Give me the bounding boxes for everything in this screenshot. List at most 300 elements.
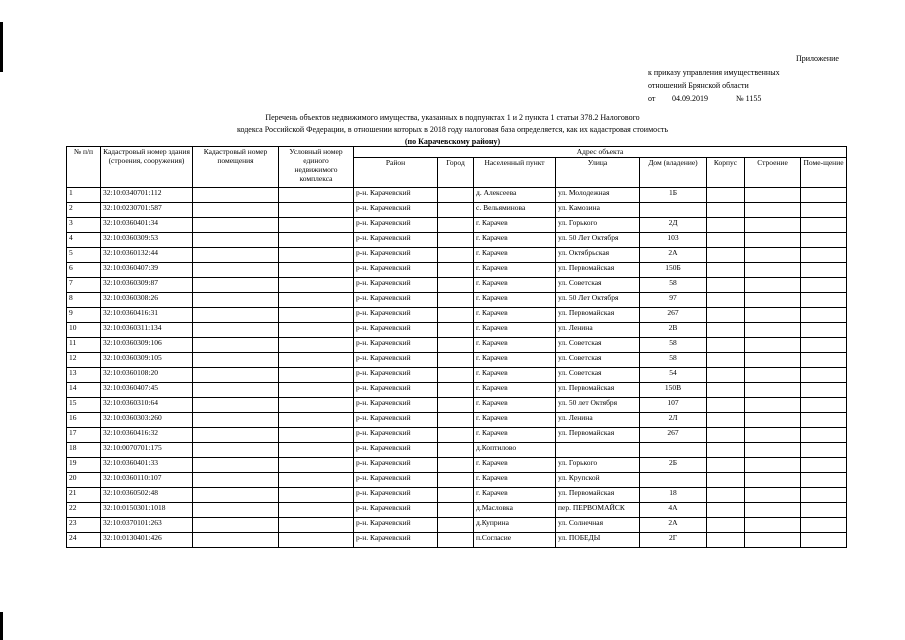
cell-empty — [745, 308, 801, 323]
cell-street: ул. Солнечная — [556, 518, 640, 533]
cell-empty — [193, 383, 279, 398]
cell-settlement: д. Алексеева — [474, 188, 556, 203]
table-row — [67, 518, 847, 533]
cell-cad: 32:10:0360407:39 — [101, 263, 193, 278]
cell-street: ул. Ленина — [556, 323, 640, 338]
cell-cad: 32:10:0360502:48 — [101, 488, 193, 503]
cell-empty — [707, 428, 745, 443]
cell-empty — [801, 308, 847, 323]
cell-street: ул. Камозина — [556, 203, 640, 218]
cell-cad: 32:10:0360110:107 — [101, 473, 193, 488]
header-building: Строение — [745, 158, 801, 188]
scan-edge-mark — [0, 22, 3, 72]
cell-district: р-н. Карачевский — [354, 248, 438, 263]
cell-cad: 32:10:0340701:112 — [101, 188, 193, 203]
header-settlement: Населенный пункт — [474, 158, 556, 188]
cell-empty — [279, 338, 354, 353]
cell-cad: 32:10:0360310:64 — [101, 398, 193, 413]
cell-empty — [801, 503, 847, 518]
cell-empty — [707, 533, 745, 548]
cell-empty — [745, 263, 801, 278]
cell-empty — [707, 278, 745, 293]
doc-title-line-1: Перечень объектов недвижимого имущества, указанных в подпунктах 1 и 2 пункта 1 статьи 378.2 Налогового — [265, 113, 640, 122]
cell-house: 4А — [640, 503, 707, 518]
cell-settlement: г. Карачев — [474, 383, 556, 398]
cell-empty — [707, 488, 745, 503]
table-row — [67, 488, 847, 503]
cell-empty — [801, 323, 847, 338]
cell-empty — [745, 413, 801, 428]
appendix-line-1: к приказу управления имущественных — [648, 68, 780, 77]
cell-city — [438, 323, 474, 338]
cell-empty — [193, 533, 279, 548]
cell-empty — [745, 473, 801, 488]
cell-settlement: г. Карачев — [474, 428, 556, 443]
order-date: 04.09.2019 — [672, 94, 708, 103]
header-street: Улица — [556, 158, 640, 188]
cell-district: р-н. Карачевский — [354, 293, 438, 308]
cell-house: 267 — [640, 308, 707, 323]
cell-settlement: г. Карачев — [474, 353, 556, 368]
cell-empty — [801, 413, 847, 428]
cell-n: 5 — [67, 248, 101, 263]
cell-empty — [801, 488, 847, 503]
header-korpus: Корпус — [707, 158, 745, 188]
cell-cad: 32:10:0360132:44 — [101, 248, 193, 263]
cell-empty — [193, 323, 279, 338]
cell-empty — [801, 533, 847, 548]
cell-house: 150Б — [640, 263, 707, 278]
cell-cad: 32:10:0360416:32 — [101, 428, 193, 443]
cell-house: 54 — [640, 368, 707, 383]
cell-city — [438, 488, 474, 503]
table-row — [67, 293, 847, 308]
cell-empty — [745, 278, 801, 293]
cell-empty — [801, 458, 847, 473]
cell-empty — [707, 203, 745, 218]
property-table — [66, 146, 847, 548]
cell-street: ул. Советская — [556, 353, 640, 368]
cell-empty — [279, 248, 354, 263]
cell-empty — [707, 518, 745, 533]
cell-empty — [193, 443, 279, 458]
cell-n: 3 — [67, 218, 101, 233]
cell-empty — [707, 503, 745, 518]
cell-empty — [279, 353, 354, 368]
cell-empty — [193, 233, 279, 248]
cell-district: р-н. Карачевский — [354, 413, 438, 428]
cell-street: ул. 50 лет Октября — [556, 398, 640, 413]
cell-house — [640, 443, 707, 458]
table-row — [67, 308, 847, 323]
header-num: № п/п — [67, 147, 101, 188]
cell-house: 2В — [640, 323, 707, 338]
cell-street: ул. Горького — [556, 458, 640, 473]
date-prefix: от — [648, 94, 656, 103]
cell-cad: 32:10:0360309:53 — [101, 233, 193, 248]
cell-district: р-н. Карачевский — [354, 428, 438, 443]
cell-settlement: г. Карачев — [474, 473, 556, 488]
cell-cad: 32:10:0150301:1018 — [101, 503, 193, 518]
cell-empty — [707, 413, 745, 428]
cell-empty — [193, 293, 279, 308]
cell-cad: 32:10:0360309:87 — [101, 278, 193, 293]
cell-empty — [193, 488, 279, 503]
cell-empty — [745, 398, 801, 413]
cell-empty — [193, 278, 279, 293]
cell-house: 2Л — [640, 413, 707, 428]
cell-house: 2Д — [640, 218, 707, 233]
cell-empty — [193, 338, 279, 353]
cell-empty — [745, 188, 801, 203]
cell-empty — [279, 473, 354, 488]
cell-empty — [279, 443, 354, 458]
cell-house: 18 — [640, 488, 707, 503]
cell-cad: 32:10:0360407:45 — [101, 383, 193, 398]
cell-empty — [279, 503, 354, 518]
cell-street: ул. Первомайская — [556, 488, 640, 503]
cell-n: 15 — [67, 398, 101, 413]
cell-district: р-н. Карачевский — [354, 458, 438, 473]
cell-settlement: с. Вельяминова — [474, 203, 556, 218]
table-row — [67, 428, 847, 443]
cell-cad: 32:10:0360401:34 — [101, 218, 193, 233]
cell-empty — [279, 278, 354, 293]
cell-empty — [707, 473, 745, 488]
cell-n: 9 — [67, 308, 101, 323]
cell-n: 1 — [67, 188, 101, 203]
cell-n: 11 — [67, 338, 101, 353]
cell-house: 58 — [640, 353, 707, 368]
cell-empty — [279, 368, 354, 383]
cell-street: ул. 50 Лет Октября — [556, 293, 640, 308]
cell-cad: 32:10:0360108:20 — [101, 368, 193, 383]
header-house: Дом (владение) — [640, 158, 707, 188]
cell-cad: 32:10:0130401:426 — [101, 533, 193, 548]
cell-empty — [801, 278, 847, 293]
cell-street: ул. Ленина — [556, 413, 640, 428]
cell-street — [556, 443, 640, 458]
cell-empty — [707, 338, 745, 353]
cell-n: 14 — [67, 383, 101, 398]
cell-empty — [279, 323, 354, 338]
scan-edge-mark — [0, 612, 3, 640]
cell-city — [438, 443, 474, 458]
cell-city — [438, 263, 474, 278]
cell-n: 17 — [67, 428, 101, 443]
cell-city — [438, 533, 474, 548]
header-conditional: Условный номер единого недвижимого комплекса — [279, 147, 354, 188]
cell-house: 150В — [640, 383, 707, 398]
cell-n: 19 — [67, 458, 101, 473]
table-row — [67, 443, 847, 458]
cell-n: 24 — [67, 533, 101, 548]
cell-street: ул. Первомайская — [556, 428, 640, 443]
cell-empty — [279, 233, 354, 248]
cell-empty — [707, 323, 745, 338]
cell-city — [438, 398, 474, 413]
appendix-title: Приложение — [796, 54, 839, 63]
cell-empty — [801, 293, 847, 308]
cell-empty — [707, 458, 745, 473]
cell-district: р-н. Карачевский — [354, 533, 438, 548]
cell-district: р-н. Карачевский — [354, 308, 438, 323]
cell-street: ул. Советская — [556, 278, 640, 293]
cell-settlement: п.Согласие — [474, 533, 556, 548]
table-row — [67, 353, 847, 368]
cell-n: 23 — [67, 518, 101, 533]
cell-street: ул. Советская — [556, 368, 640, 383]
cell-district: р-н. Карачевский — [354, 278, 438, 293]
cell-n: 2 — [67, 203, 101, 218]
cell-n: 22 — [67, 503, 101, 518]
cell-district: р-н. Карачевский — [354, 203, 438, 218]
cell-empty — [745, 428, 801, 443]
cell-empty — [745, 533, 801, 548]
cell-street: ул. Октябрьская — [556, 248, 640, 263]
cell-district: р-н. Карачевский — [354, 188, 438, 203]
cell-settlement: г. Карачев — [474, 248, 556, 263]
cell-city — [438, 383, 474, 398]
cell-empty — [801, 248, 847, 263]
header-city: Город — [438, 158, 474, 188]
cell-city — [438, 308, 474, 323]
table-row — [67, 503, 847, 518]
cell-city — [438, 203, 474, 218]
cell-cad: 32:10:0370101:263 — [101, 518, 193, 533]
cell-house: 2Г — [640, 533, 707, 548]
cell-empty — [193, 353, 279, 368]
cell-empty — [745, 503, 801, 518]
cell-district: р-н. Карачевский — [354, 473, 438, 488]
cell-empty — [193, 473, 279, 488]
cell-street: ул. Молодежная — [556, 188, 640, 203]
cell-street: ул. Горького — [556, 218, 640, 233]
cell-city — [438, 218, 474, 233]
cell-empty — [707, 218, 745, 233]
cell-empty — [745, 488, 801, 503]
cell-empty — [801, 473, 847, 488]
cell-settlement: г. Карачев — [474, 488, 556, 503]
header-district: Район — [354, 158, 438, 188]
cell-settlement: д.Масловка — [474, 503, 556, 518]
cell-empty — [279, 398, 354, 413]
table-row — [67, 248, 847, 263]
table-row — [67, 203, 847, 218]
cell-n: 20 — [67, 473, 101, 488]
cell-settlement: г. Карачев — [474, 293, 556, 308]
table-row — [67, 233, 847, 248]
cell-city — [438, 428, 474, 443]
cell-empty — [745, 353, 801, 368]
cell-empty — [801, 383, 847, 398]
cell-empty — [193, 503, 279, 518]
cell-district: р-н. Карачевский — [354, 263, 438, 278]
cell-empty — [801, 233, 847, 248]
cell-empty — [745, 518, 801, 533]
cell-empty — [193, 518, 279, 533]
cell-n: 7 — [67, 278, 101, 293]
table-row — [67, 338, 847, 353]
cell-empty — [279, 263, 354, 278]
cell-n: 13 — [67, 368, 101, 383]
cell-empty — [193, 458, 279, 473]
cell-house: 103 — [640, 233, 707, 248]
header-cad-room: Кадастровый номер помещения — [193, 147, 279, 188]
cell-empty — [745, 443, 801, 458]
cell-district: р-н. Карачевский — [354, 443, 438, 458]
cell-empty — [193, 203, 279, 218]
header-cad-building: Кадастровый номер здания (строения, сооружения) — [101, 147, 193, 188]
cell-empty — [279, 488, 354, 503]
cell-district: р-н. Карачевский — [354, 398, 438, 413]
cell-empty — [279, 518, 354, 533]
table-row — [67, 383, 847, 398]
table-row — [67, 188, 847, 203]
table-row — [67, 218, 847, 233]
cell-house: 58 — [640, 278, 707, 293]
cell-house: 267 — [640, 428, 707, 443]
cell-street: ул. ПОБЕДЫ — [556, 533, 640, 548]
cell-empty — [745, 323, 801, 338]
cell-city — [438, 368, 474, 383]
cell-empty — [193, 218, 279, 233]
cell-n: 4 — [67, 233, 101, 248]
cell-house: 97 — [640, 293, 707, 308]
doc-title-line-3: (по Карачевскому району) — [404, 137, 501, 146]
cell-district: р-н. Карачевский — [354, 488, 438, 503]
cell-empty — [801, 398, 847, 413]
cell-n: 10 — [67, 323, 101, 338]
cell-settlement: г. Карачев — [474, 308, 556, 323]
cell-street: ул. Советская — [556, 338, 640, 353]
cell-cad: 32:10:0360401:33 — [101, 458, 193, 473]
cell-empty — [745, 218, 801, 233]
cell-empty — [193, 368, 279, 383]
table-row — [67, 398, 847, 413]
cell-settlement: г. Карачев — [474, 458, 556, 473]
cell-cad: 32:10:0070701:175 — [101, 443, 193, 458]
cell-empty — [745, 383, 801, 398]
cell-settlement: г. Карачев — [474, 233, 556, 248]
cell-empty — [801, 218, 847, 233]
cell-empty — [193, 248, 279, 263]
cell-street: ул. Крупской — [556, 473, 640, 488]
cell-empty — [801, 518, 847, 533]
cell-empty — [801, 338, 847, 353]
cell-street: ул. Первомайская — [556, 308, 640, 323]
table-row — [67, 413, 847, 428]
cell-empty — [707, 188, 745, 203]
cell-district: р-н. Карачевский — [354, 383, 438, 398]
cell-empty — [193, 263, 279, 278]
cell-city — [438, 503, 474, 518]
cell-cad: 32:10:0360416:31 — [101, 308, 193, 323]
cell-n: 16 — [67, 413, 101, 428]
cell-n: 18 — [67, 443, 101, 458]
cell-cad: 32:10:0360309:106 — [101, 338, 193, 353]
doc-title-line-2: кодекса Российской Федерации, в отношении которых в 2018 году налоговая база определяется, как их кадастровая стоимость — [236, 125, 669, 134]
cell-empty — [193, 428, 279, 443]
cell-district: р-н. Карачевский — [354, 518, 438, 533]
cell-house: 2А — [640, 518, 707, 533]
cell-city — [438, 518, 474, 533]
cell-house — [640, 203, 707, 218]
cell-empty — [745, 458, 801, 473]
cell-empty — [745, 368, 801, 383]
cell-empty — [801, 188, 847, 203]
cell-settlement: г. Карачев — [474, 338, 556, 353]
cell-empty — [279, 203, 354, 218]
cell-n: 12 — [67, 353, 101, 368]
cell-district: р-н. Карачевский — [354, 338, 438, 353]
cell-settlement: д.Куприна — [474, 518, 556, 533]
table-row — [67, 323, 847, 338]
cell-empty — [279, 458, 354, 473]
cell-cad: 32:10:0360303:260 — [101, 413, 193, 428]
cell-empty — [707, 233, 745, 248]
cell-empty — [707, 248, 745, 263]
cell-street: пер. ПЕРВОМАЙСК — [556, 503, 640, 518]
cell-city — [438, 338, 474, 353]
table-row — [67, 473, 847, 488]
cell-empty — [745, 233, 801, 248]
cell-city — [438, 248, 474, 263]
cell-district: р-н. Карачевский — [354, 233, 438, 248]
cell-settlement: г. Карачев — [474, 398, 556, 413]
cell-empty — [707, 398, 745, 413]
cell-cad: 32:10:0360309:105 — [101, 353, 193, 368]
cell-empty — [801, 353, 847, 368]
cell-house — [640, 473, 707, 488]
cell-city — [438, 233, 474, 248]
table-row — [67, 263, 847, 278]
cell-settlement: г. Карачев — [474, 263, 556, 278]
cell-settlement: г. Карачев — [474, 323, 556, 338]
cell-settlement: г. Карачев — [474, 218, 556, 233]
cell-empty — [279, 533, 354, 548]
cell-district: р-н. Карачевский — [354, 368, 438, 383]
cell-city — [438, 413, 474, 428]
cell-settlement: г. Карачев — [474, 368, 556, 383]
cell-city — [438, 458, 474, 473]
cell-district: р-н. Карачевский — [354, 353, 438, 368]
cell-district: р-н. Карачевский — [354, 323, 438, 338]
cell-district: р-н. Карачевский — [354, 218, 438, 233]
cell-empty — [279, 428, 354, 443]
cell-empty — [707, 368, 745, 383]
cell-empty — [801, 203, 847, 218]
cell-empty — [193, 188, 279, 203]
cell-house: 107 — [640, 398, 707, 413]
cell-city — [438, 473, 474, 488]
cell-empty — [193, 308, 279, 323]
cell-empty — [707, 383, 745, 398]
cell-empty — [707, 353, 745, 368]
cell-empty — [801, 428, 847, 443]
cell-empty — [745, 248, 801, 263]
order-number: № 1155 — [736, 94, 762, 103]
table-row — [67, 278, 847, 293]
cell-empty — [193, 398, 279, 413]
cell-empty — [279, 188, 354, 203]
table-row — [67, 533, 847, 548]
cell-empty — [745, 293, 801, 308]
cell-cad: 32:10:0360311:134 — [101, 323, 193, 338]
cell-house: 2Б — [640, 458, 707, 473]
appendix-line-2: отношений Брянской области — [648, 81, 749, 90]
cell-n: 6 — [67, 263, 101, 278]
